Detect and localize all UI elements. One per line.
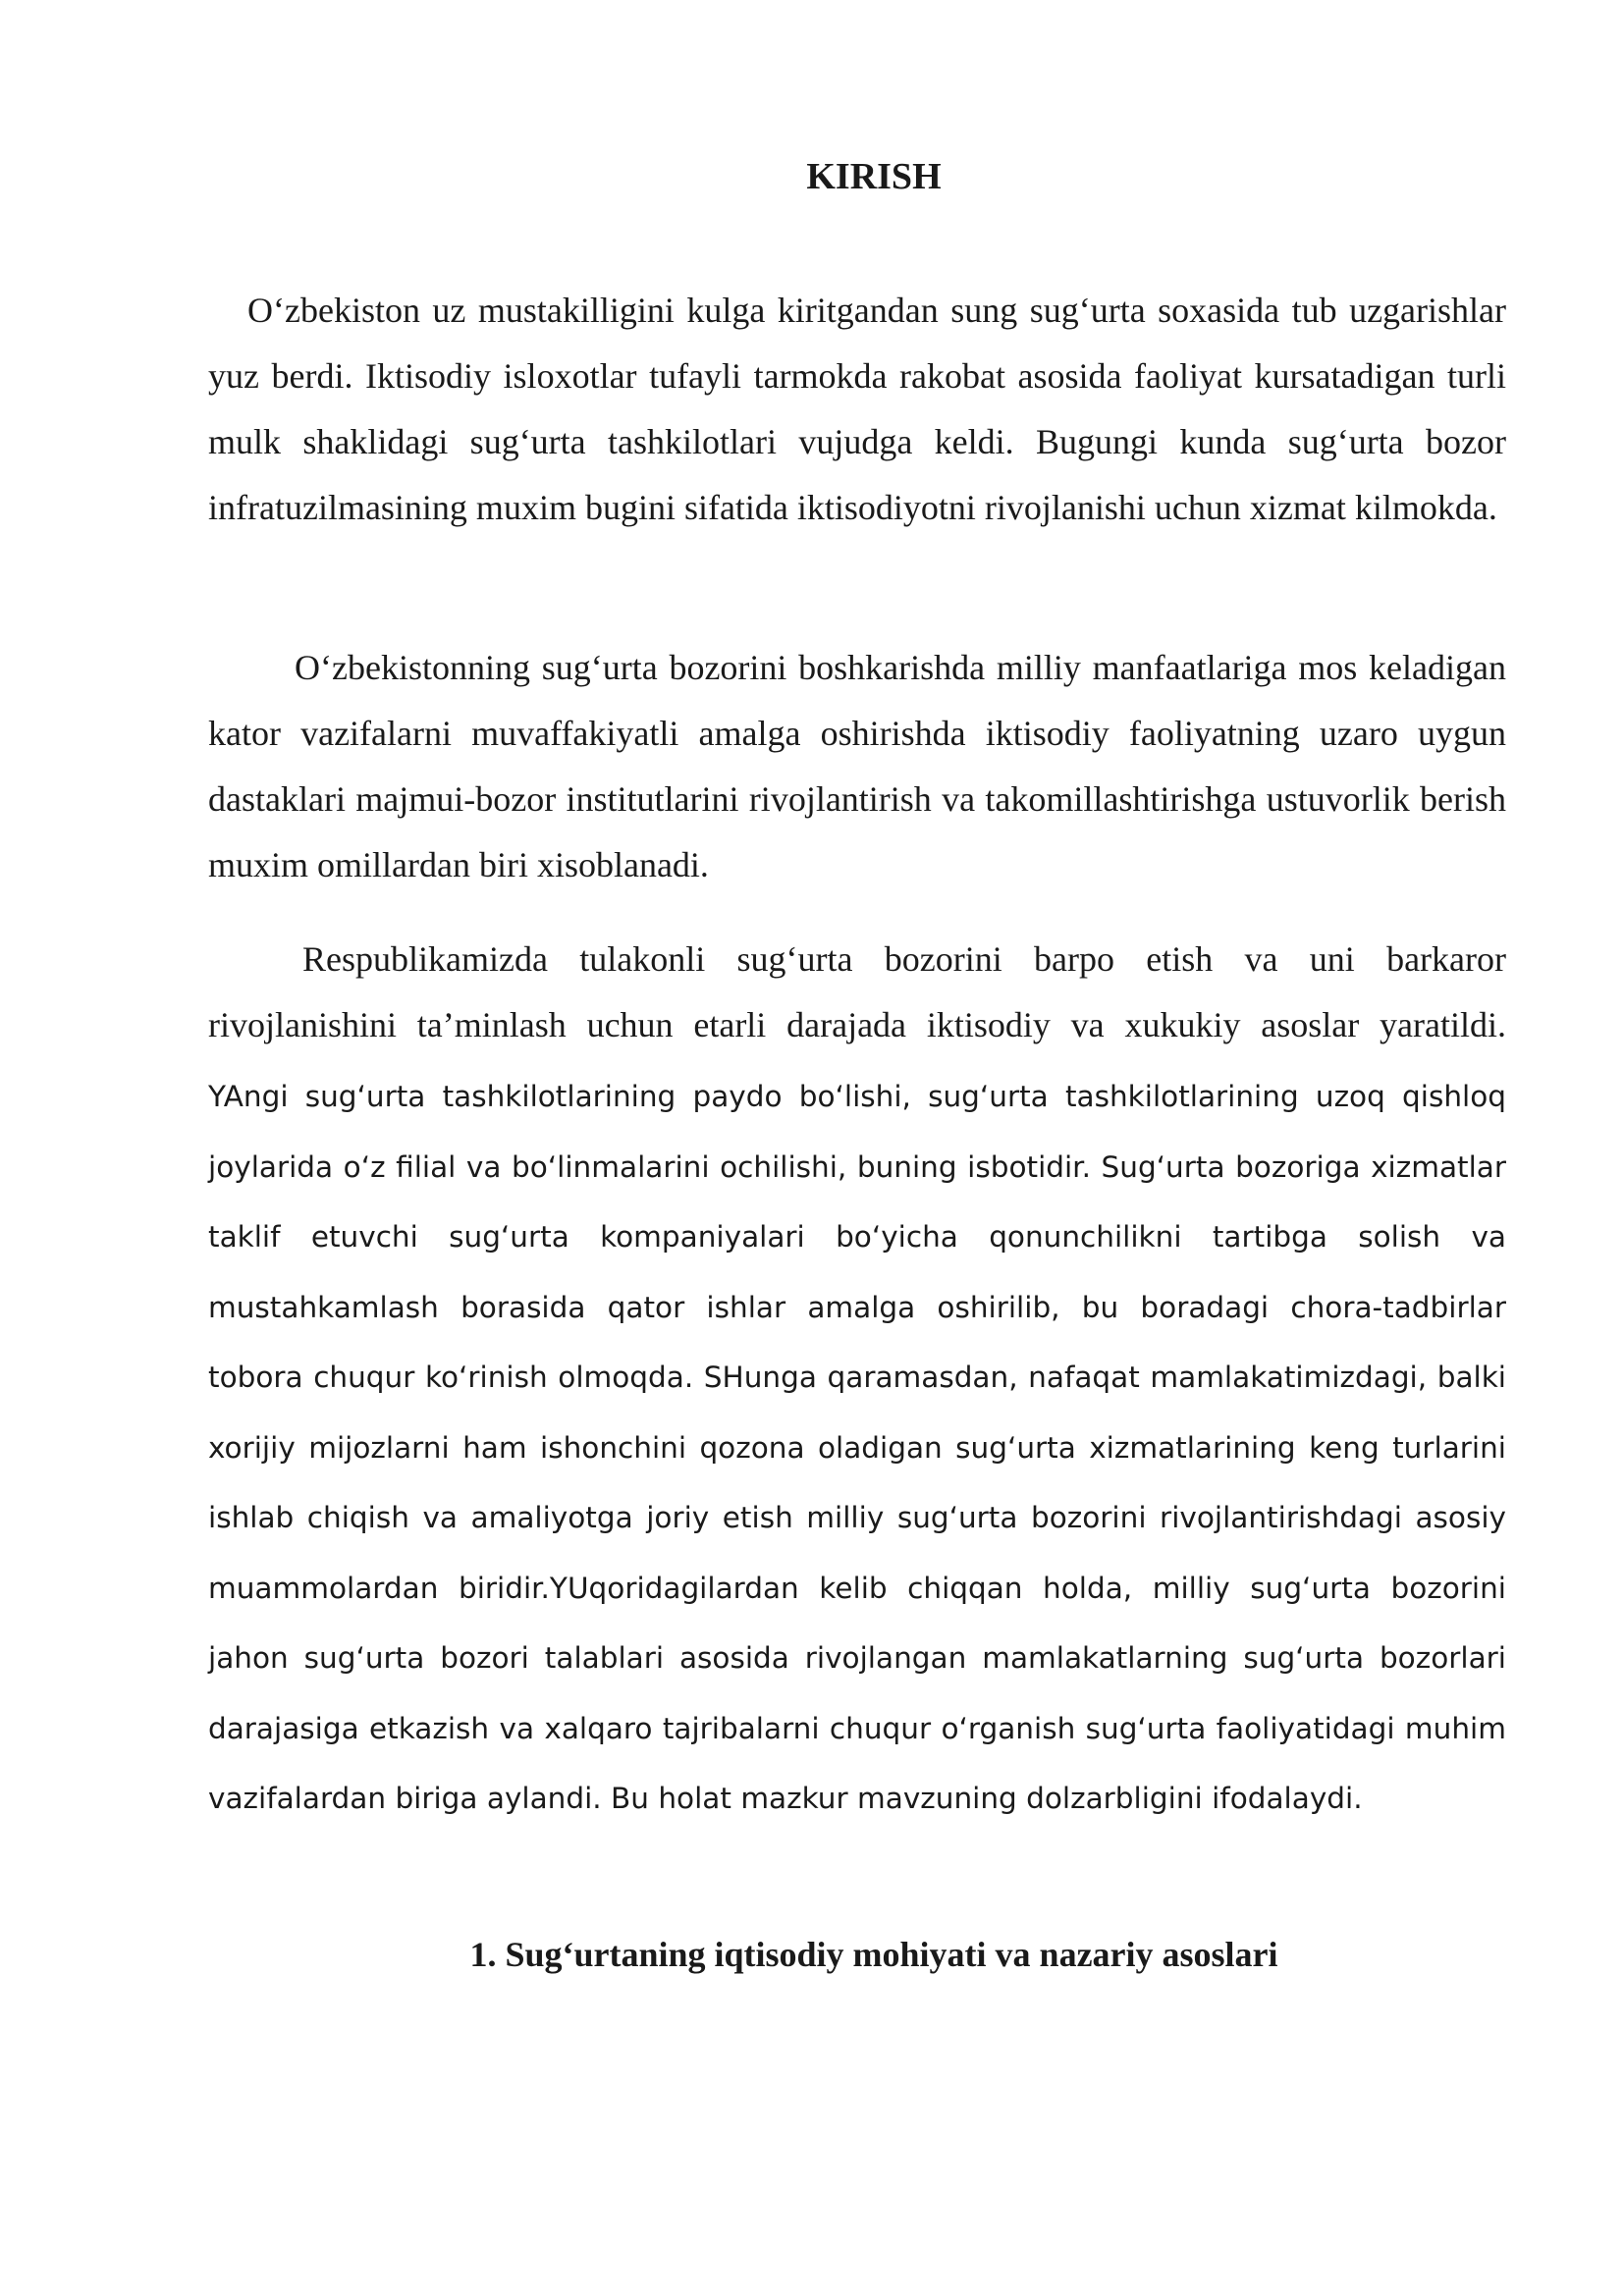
paragraph-3-line-2: rivojlanishini ta’minlash uchun etarli darajada iktisodiy va xukukiy asoslar yaratildi.: [208, 1005, 1506, 1044]
paragraph-1: O‘zbekiston uz mustakilligini kulga kiritgandan sung sug‘urta soxasida tub uzgarishlar yuz berdi. Iktisodiy isloxotlar tufayli tarmokda rakobat asosida faoliyat kursatadigan turli mulk shaklidagi sug‘urta tashkilotlari vujudga keldi. Bugungi kunda sug‘urta bozor infratuzilmasining muxim bugini sifatida iktisodiyotni rivojlanishi uchun xizmat kilmokda.: [208, 291, 1506, 527]
paragraph-3-line-1: Respublikamizda tulakonli sug‘urta bozorini barpo etish va uni barkaror: [302, 939, 1506, 979]
section-heading: 1. Sug‘urtaning iqtisodiy mohiyati va nazariy asoslari: [469, 1935, 1278, 1974]
paragraph-3-body: YAngi sug‘urta tashkilotlarining paydo bo‘lishi, sug‘urta tashkilotlarining uzoq qishloq joylarida o‘z filial va bo‘linmalarini ochilishi, buning isbotidir. Sug‘urta bozoriga xizmatlar taklif etuvchi sug‘urta kompaniyalari bo‘yicha qonunchilikni tartibga solish va mustahkamlash borasida qator ishlar amalga oshirilib, bu boradagi chora-tadbirlar tobora chuqur ko‘rinish olmoqda. SHunga qaramasdan, nafaqat mamlakatimizdagi, balki xorijiy mijozlarni ham ishonchini qozona oladigan sug‘urta xizmatlarining keng turlarini ishlab chiqish va amaliyotga joriy etish milliy sug‘urta bozorini rivojlantirishdagi asosiy muammolardan biridir.YUqoridagilardan kelib chiqqan holda, milliy sug‘urta bozorini jahon sug‘urta bozori talablari asosida rivojlangan mamlakatlarning sug‘urta bozorlari darajasiga etkazish va xalqaro tajribalarni chuqur o‘rganish sug‘urta faoliyatidagi muhim vazifalardan biriga aylandi. Bu holat mazkur mavzuning dolzarbligini ifodalaydi.: [208, 1080, 1506, 1815]
paragraph-2: O‘zbekistonning sug‘urta bozorini boshkarishda milliy manfaatlariga mos keladigan kator vazifalarni muvaffakiyatli amalga oshirishda iktisodiy faoliyatning uzaro uygun dastaklari majmui-bozor institutlarini rivojlantirish va takomillashtirishga ustuvorlik berish muxim omillardan biri xisoblanadi.: [208, 648, 1506, 884]
document-title: KIRISH: [806, 156, 942, 197]
paragraph-3: [208, 927, 1506, 1835]
